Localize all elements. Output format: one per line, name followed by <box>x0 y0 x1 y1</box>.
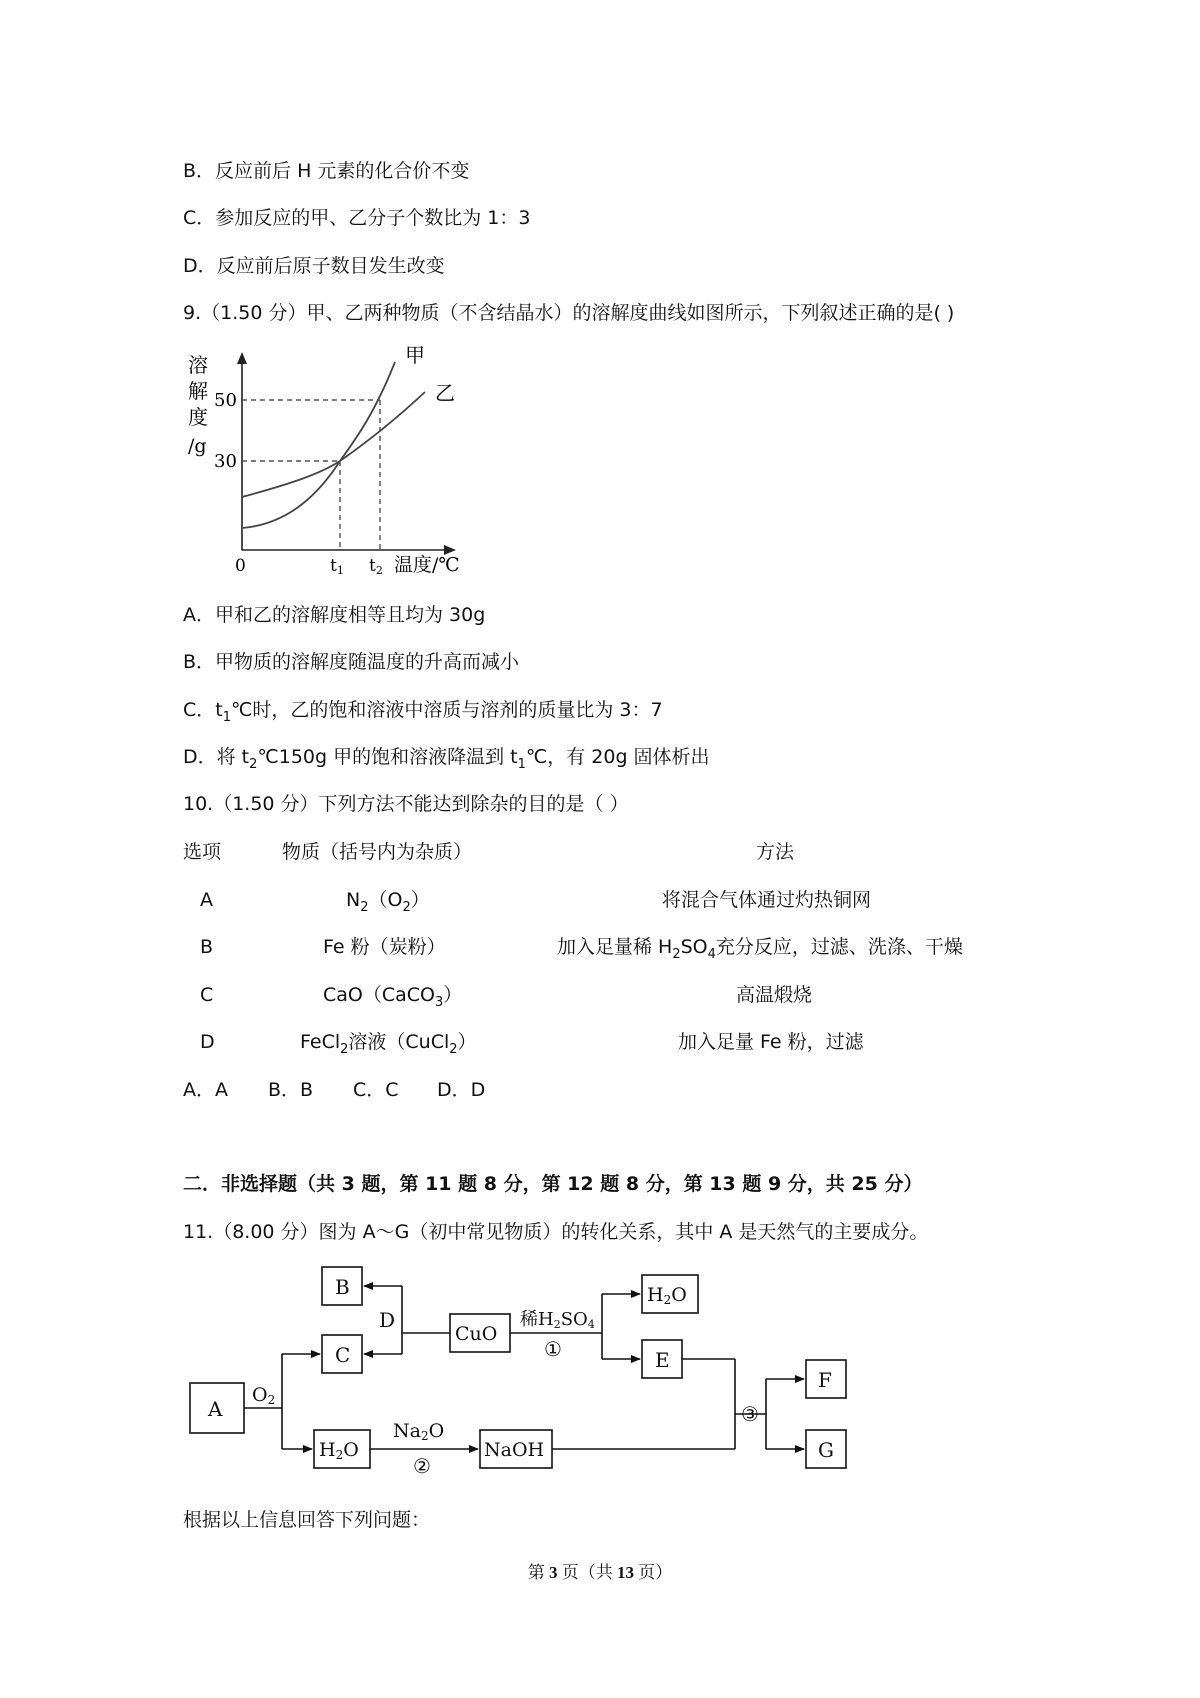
table-row-a-method: 将混合气体通过灼热铜网 <box>662 889 872 911</box>
label-b: B <box>335 1275 350 1299</box>
q9-stem: 9.（1.50 分）甲、乙两种物质（不含结晶水）的溶解度曲线如图所示，下列叙述正确的是( ) <box>183 302 955 324</box>
table-row-c-option: C <box>200 984 214 1006</box>
label-c: C <box>335 1343 351 1367</box>
graph-xtick-t2: t2 <box>369 556 383 575</box>
table-row-c-substance: CaO（CaCO$_3$） <box>323 984 463 1010</box>
label-a: A <box>208 1397 223 1421</box>
q11-stem: 11.（8.00 分）图为 A～G（初中常见物质）的转化关系，其中 A 是天然气的主要成分。 <box>183 1221 929 1243</box>
graph-ylabel-4: /g <box>188 435 207 457</box>
table-row-d-option: D <box>200 1031 215 1053</box>
q11-conversion-diagram <box>180 1255 860 1485</box>
table-header-method: 方法 <box>756 841 795 863</box>
label-dilute-h2so4: 稀H2SO4 <box>520 1309 595 1331</box>
graph-xlabel: 温度/℃ <box>394 554 460 575</box>
table-row-a-option: A <box>200 889 213 911</box>
label-o2: O2 <box>252 1384 276 1407</box>
series-label-yi: 乙 <box>435 381 455 405</box>
label-step-3: ③ <box>741 1402 759 1426</box>
table-row-b-method: 加入足量稀 $H_2SO_4$充分反应，过滤、洗涤、干燥 <box>557 936 963 962</box>
q10-answer-d: D．D <box>437 1079 486 1101</box>
q9-option-d: D．将 $t_2℃150g$ 甲的饱和溶液降温到 $t_1℃$，有 20g 固体析出 <box>183 746 710 772</box>
table-header-option: 选项 <box>183 841 222 863</box>
graph-y-arrow <box>237 352 247 364</box>
q8-option-d: D．反应前后原子数目发生改变 <box>183 255 445 277</box>
graph-origin: 0 <box>235 556 246 575</box>
q8-option-b: B．反应前后 H 元素的化合价不变 <box>183 160 470 182</box>
label-naoh: NaOH <box>484 1439 545 1461</box>
q8-option-c: C．参加反应的甲、乙分子个数比为 1：3 <box>183 207 531 229</box>
label-h2o-top: H2O <box>647 1284 687 1307</box>
label-cuo: CuO <box>455 1323 498 1345</box>
q9-option-c: C．$t_1℃$时，乙的饱和溶液中溶质与溶剂的质量比为 3：7 <box>183 699 663 725</box>
q10-stem: 10.（1.50 分）下列方法不能达到除杂的目的是（ ） <box>183 793 629 815</box>
graph-ylabel-3: 度 <box>188 405 208 429</box>
label-na2o: Na2O <box>393 1420 445 1443</box>
q10-answer-c: C．C <box>353 1079 399 1101</box>
solubility-graph <box>180 340 470 575</box>
label-step-2: ② <box>413 1454 431 1478</box>
section-2-heading: 二．非选择题（共 3 题，第 11 题 8 分，第 12 题 8 分，第 13 题 9 分，共 25 分） <box>183 1173 923 1195</box>
table-row-d-substance: FeCl$_2$溶液（CuCl$_2$） <box>300 1031 477 1057</box>
label-d: D <box>379 1308 396 1332</box>
q9-option-a: A．甲和乙的溶解度相等且均为 30g <box>183 604 486 626</box>
graph-ytick-30: 30 <box>214 451 237 472</box>
table-row-b-substance: Fe 粉（炭粉） <box>323 936 446 958</box>
graph-ylabel-1: 溶 <box>188 353 208 377</box>
graph-ylabel-2: 解 <box>188 379 208 403</box>
label-g: G <box>818 1438 834 1462</box>
table-row-b-option: B <box>200 936 214 958</box>
curve-jia <box>242 362 395 528</box>
q10-answer-a: A．A <box>183 1079 228 1101</box>
page-footer: 第 3 页（共 13 页） <box>527 1563 673 1582</box>
series-label-jia: 甲 <box>405 343 425 367</box>
q11-prompt: 根据以上信息回答下列问题： <box>183 1510 431 1531</box>
label-h2o-bot: H2O <box>319 1439 359 1462</box>
label-e: E <box>655 1348 670 1372</box>
table-header-substance: 物质（括号内为杂质） <box>282 841 473 863</box>
graph-ytick-50: 50 <box>214 390 237 411</box>
graph-xtick-t1: t1 <box>330 556 344 575</box>
q9-option-b: B．甲物质的溶解度随温度的升高而减小 <box>183 651 520 673</box>
curve-yi <box>242 392 425 497</box>
table-row-c-method: 高温煅烧 <box>736 984 813 1006</box>
label-step-1: ① <box>544 1337 562 1361</box>
table-row-d-method: 加入足量 Fe 粉，过滤 <box>678 1031 864 1053</box>
label-f: F <box>818 1368 832 1392</box>
q10-answer-b: B．B <box>268 1079 314 1101</box>
table-row-a-substance: $N_2(O_2)$ <box>346 889 430 915</box>
